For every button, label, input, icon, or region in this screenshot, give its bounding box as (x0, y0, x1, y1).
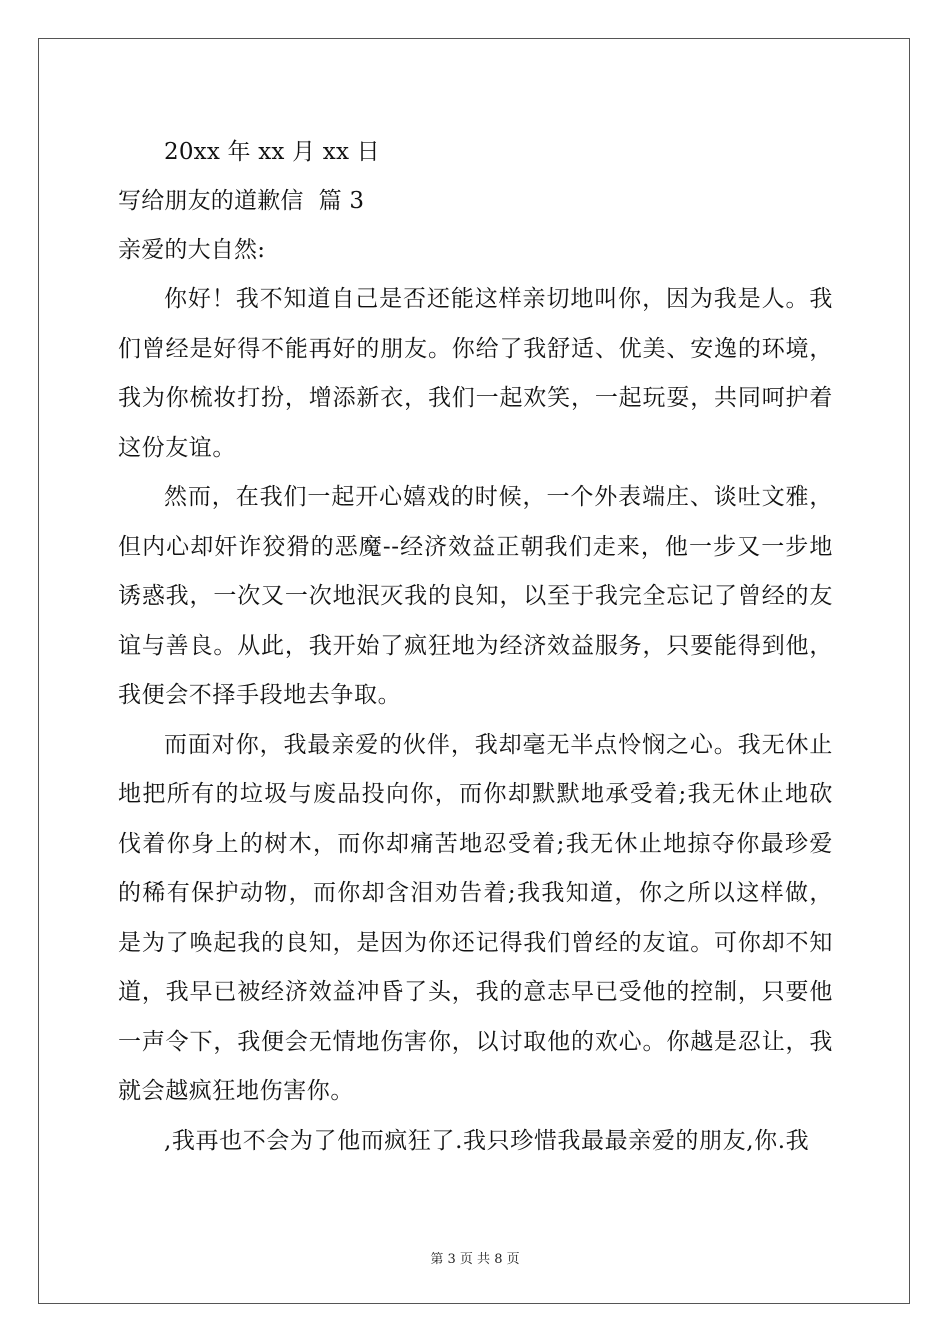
paragraph-3: 而面对你，我最亲爱的伙伴，我却毫无半点怜悯之心。我无休止地把所有的垃圾与废品投向你，而你却默默地承受着;我无休止地砍伐着你身上的树木，而你却痛苦地忍受着;我无休止地掠夺你最珍爱的稀有保护动物，而你却含泪劝告着;我我知道，你之所以这样做，是为了唤起我的良知，是因为你还记得我们曾经的友谊。可你却不知道，我早已被经济效益冲昏了头，我的意志早已受他的控制，只要他一声令下，我便会无情地伤害你，以讨取他的欢心。你越是忍让，我就会越疯狂地伤害你。 (118, 731, 833, 1104)
paragraph-4: ,我再也不会为了他而疯狂了.我只珍惜我最最亲爱的朋友,你.我 (164, 1127, 810, 1154)
date-line: 20xx 年 xx 月 xx 日 (164, 139, 380, 165)
salutation: 亲爱的大自然: (118, 237, 266, 263)
page-footer: 第 3 页 共 8 页 (430, 1252, 520, 1267)
letter-body (118, 128, 833, 1166)
paragraph-1: 你好！我不知道自己是否还能这样亲切地叫你，因为我是人。我们曾经是好得不能再好的朋友。你给了我舒适、优美、安逸的环境，我为你梳妆打扮，增添新衣，我们一起欢笑，一起玩耍，共同呵护着这份友谊。 (118, 286, 833, 461)
letter-heading: 写给朋友的道歉信 篇 3 (118, 188, 365, 214)
paragraph-2: 然而，在我们一起开心嬉戏的时候，一个外表端庄、谈吐文雅，但内心却奸诈狡猾的恶魔--经济效益正朝我们走来，他一步又一步地诱惑我，一次又一次地泯灭我的良知，以至于我完全忘记了曾经的友谊与善良。从此，我开始了疯狂地为经济效益服务，只要能得到他，我便会不择手段地去争取。 (118, 484, 833, 708)
